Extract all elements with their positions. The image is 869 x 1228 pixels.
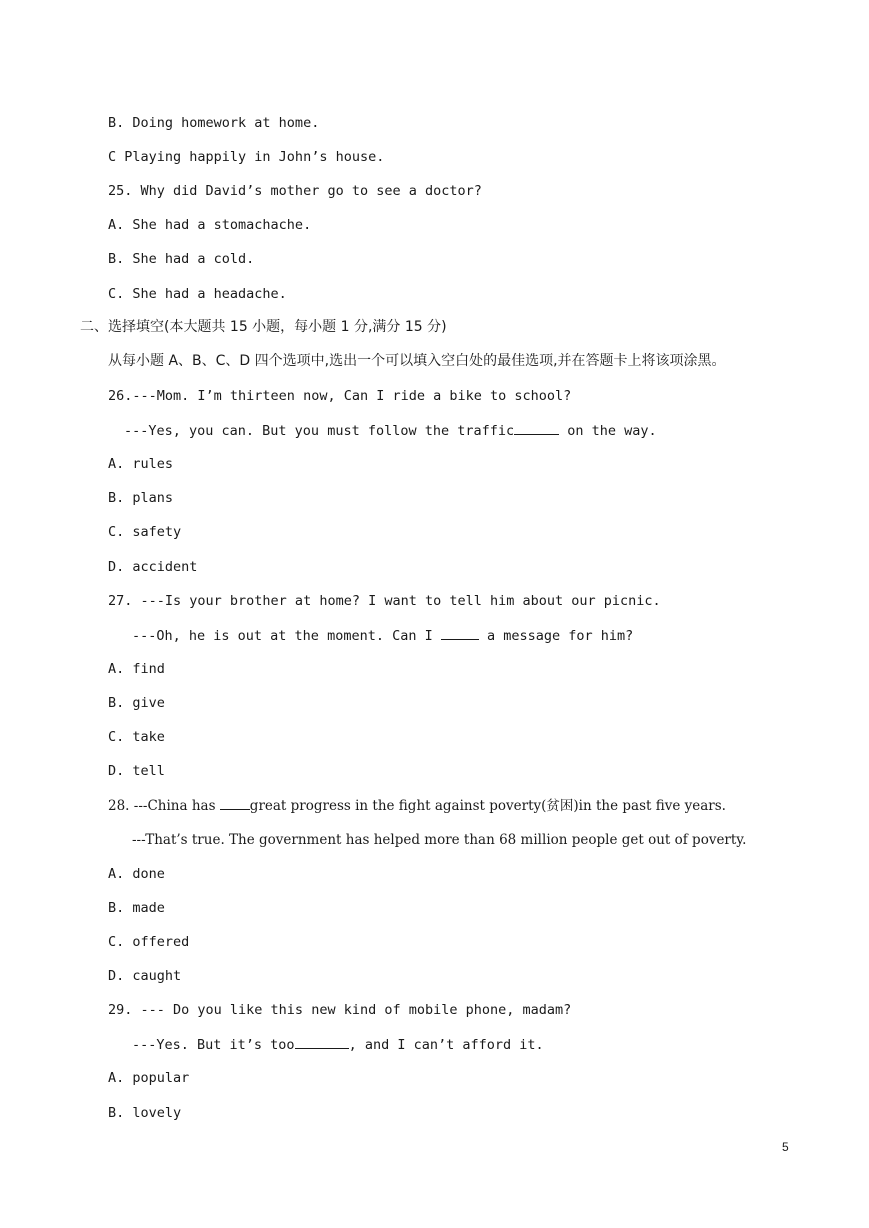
option-text: B. give — [108, 695, 165, 711]
question-reply: ---That’s true. The government has helped more than 68 million people get out of poverty. — [132, 832, 747, 848]
answer-blank — [441, 626, 479, 640]
question-text-part: 28. ---China has — [108, 798, 220, 814]
option-text: D. accident — [108, 559, 198, 575]
question-reply — [124, 421, 657, 440]
option-text: B. plans — [108, 490, 174, 506]
answer-blank — [295, 1035, 349, 1049]
answer-blank — [514, 421, 559, 435]
question-text: 27. ---Is your brother at home? I want to tell him about our picnic. — [108, 593, 661, 609]
option-text: D. caught — [108, 968, 182, 984]
option-text: A. She had a stomachache. — [108, 217, 312, 233]
option-text: B. made — [108, 900, 165, 916]
page-number: 5 — [782, 1140, 789, 1154]
option-text: B. Doing homework at home. — [108, 115, 320, 131]
reply-text: ---Yes, you can. But you must follow the traffic — [124, 423, 515, 439]
option-text: C Playing happily in John’s house. — [108, 149, 385, 165]
answer-blank — [220, 796, 250, 810]
option-text: A. find — [108, 661, 165, 677]
question-text: 25. Why did David’s mother go to see a doctor? — [108, 183, 482, 199]
reply-text: on the way. — [559, 423, 657, 439]
reply-text: a message for him? — [478, 628, 634, 644]
option-text: B. She had a cold. — [108, 251, 255, 267]
reply-text: , and I can’t afford it. — [348, 1037, 544, 1053]
section-heading: 二、选择填空(本大题共 15 小题，每小题 1 分,满分 15 分) — [80, 319, 447, 335]
reply-text: ---Yes. But it’s too — [132, 1037, 295, 1053]
question-text — [108, 796, 726, 815]
option-text: B. lovely — [108, 1105, 182, 1121]
option-text: C. She had a headache. — [108, 286, 287, 302]
option-text: C. safety — [108, 524, 182, 540]
reply-text: ---Oh, he is out at the moment. Can I — [132, 628, 441, 644]
option-text: A. rules — [108, 456, 174, 472]
question-reply — [132, 1035, 544, 1054]
option-text: D. tell — [108, 763, 165, 779]
option-text: A. popular — [108, 1070, 190, 1086]
question-text: 26.---Mom. I’m thirteen now, Can I ride a bike to school? — [108, 388, 572, 404]
question-reply — [132, 626, 633, 645]
option-text: C. take — [108, 729, 165, 745]
question-text: 29. --- Do you like this new kind of mobile phone, madam? — [108, 1002, 572, 1018]
section-instructions: 从每小题 A、B、C、D 四个选项中,选出一个可以填入空白处的最佳选项,并在答题卡上将该项涂黑。 — [108, 353, 726, 369]
option-text: A. done — [108, 866, 165, 882]
option-text: C. offered — [108, 934, 190, 950]
question-text-part: great progress in the fight against poverty(贫困)in the past five years. — [249, 798, 726, 814]
